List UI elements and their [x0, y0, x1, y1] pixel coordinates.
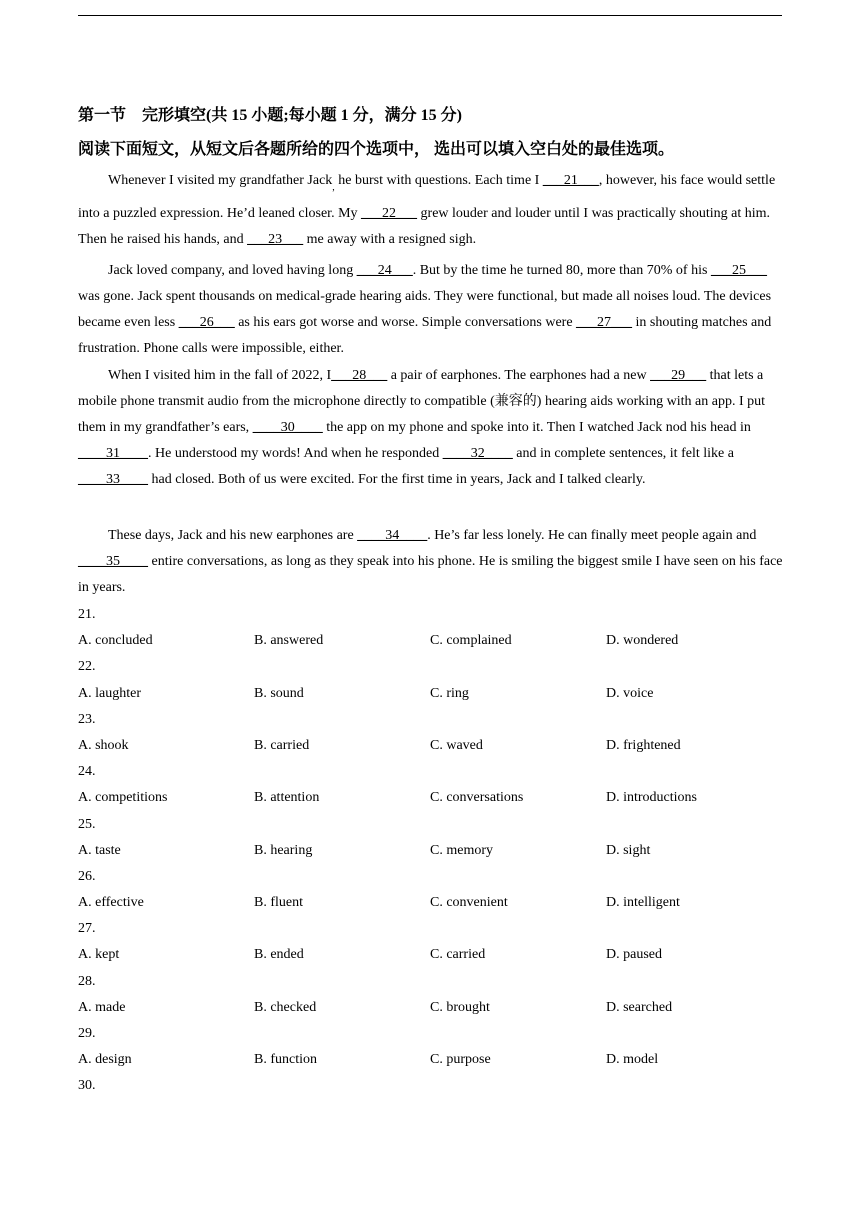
answer-option[interactable]: A. made [78, 999, 126, 1015]
answer-option[interactable]: A. competitions [78, 790, 168, 806]
passage-text: entire conversations, as long as they speak into his phone. He is smiling the biggest smile I have seen on his face in years. [78, 554, 783, 595]
passage-text: . But by the time he turned 80, more than 70% of his [412, 263, 711, 278]
option-row [78, 785, 783, 811]
answer-option[interactable]: D. intelligent [606, 895, 680, 911]
blank-29: ___29___ [650, 368, 707, 383]
question-number: 29. [78, 1026, 96, 1041]
stray-comma: , [332, 182, 335, 193]
option-row [78, 890, 783, 916]
answer-option[interactable]: D. sight [606, 842, 651, 858]
passage-text: the app on my phone and spoke into it. Then I watched Jack nod his head in [322, 420, 751, 435]
passage-text: me away with a resigned sigh. [303, 232, 477, 247]
blank-31: ____31____ [78, 446, 148, 461]
blank-22: ___22___ [361, 206, 418, 221]
blank-34: ____34____ [357, 528, 428, 543]
answer-option[interactable]: A. laughter [78, 685, 141, 701]
answer-option[interactable]: B. carried [254, 737, 310, 753]
blank-23: ___23___ [247, 232, 304, 247]
answer-option[interactable]: D. introductions [606, 790, 697, 806]
option-row [78, 1047, 783, 1073]
answer-option[interactable]: D. searched [606, 999, 673, 1015]
passage-text: that lets a mobile phone transmit audio from the microphone directly to compatible (兼容的) hearing aids working with an app. I put them in my grandfather’s ears, [78, 368, 766, 435]
answer-option[interactable]: C. memory [430, 842, 493, 858]
question-number: 30. [78, 1078, 96, 1094]
answer-option[interactable]: A. shook [78, 737, 129, 753]
passage-text: a pair of earphones. The earphones had a new [387, 368, 651, 383]
option-row [78, 681, 783, 707]
passage-text: . He understood my words! And when he responded [148, 446, 443, 461]
blank-21: ___21___ [542, 173, 599, 188]
answer-option[interactable]: C. carried [430, 947, 486, 963]
passage-text: Jack loved company, and loved having long [108, 263, 357, 278]
paragraph-3 [78, 363, 783, 493]
passage-text: . He’s far less lonely. He can finally meet people again and [427, 528, 757, 543]
passage-text: and in complete sentences, it felt like a [512, 446, 734, 461]
question-list [78, 602, 783, 1100]
answer-option[interactable]: B. sound [254, 685, 304, 701]
answer-option[interactable]: C. convenient [430, 895, 508, 911]
blank-30: ____30____ [252, 420, 323, 435]
passage-text: These days, Jack and his new earphones are [108, 528, 358, 543]
answer-option[interactable]: D. paused [606, 947, 662, 963]
blank-32: ____32____ [442, 446, 513, 461]
question-number: 26. [78, 868, 96, 884]
option-row [78, 995, 783, 1021]
answer-option[interactable]: B. fluent [254, 895, 303, 911]
answer-option[interactable]: A. kept [78, 947, 120, 963]
paragraph-4 [78, 523, 783, 601]
blank-25: ___25___ [710, 263, 767, 278]
blank-28: ___28___ [331, 368, 388, 383]
answer-option[interactable]: C. brought [430, 999, 490, 1015]
paragraph-2 [78, 258, 783, 362]
question-number: 22. [78, 659, 96, 675]
answer-option[interactable]: D. frightened [606, 737, 681, 753]
question-number: 24. [78, 764, 96, 780]
answer-option[interactable]: B. function [254, 1052, 317, 1068]
blank-27: ___27___ [576, 315, 633, 330]
question-number: 27. [78, 921, 96, 937]
question-number: 21. [78, 607, 96, 622]
answer-option[interactable]: C. conversations [430, 790, 524, 806]
passage-text: When I visited him in the fall of 2022, I [108, 368, 332, 383]
answer-option[interactable]: C. waved [430, 737, 483, 753]
blank-24: ___24___ [356, 263, 413, 278]
question-number: 23. [78, 711, 96, 727]
passage-text: , however, his face would settle into a puzzled expression. He’d leaned closer. My [78, 173, 776, 221]
passage-text: as his ears got worse and worse. Simple conversations were [234, 315, 577, 330]
option-row [78, 733, 783, 759]
blank-33: ____33____ [78, 472, 148, 487]
passage-text: in shouting matches and frustration. Phone calls were impossible, either. [78, 315, 772, 356]
answer-option[interactable]: B. ended [254, 947, 304, 963]
answer-option[interactable]: A. concluded [78, 633, 153, 649]
answer-option[interactable]: D. model [606, 1052, 659, 1068]
answer-option[interactable]: D. voice [606, 685, 654, 701]
passage-text: was gone. Jack spent thousands on medical-grade hearing aids. They were functional, but made all noises loud. The devices became even less [78, 289, 772, 330]
answer-option[interactable]: C. ring [430, 685, 469, 701]
answer-option[interactable]: B. answered [254, 633, 324, 649]
answer-option[interactable]: C. purpose [430, 1052, 491, 1068]
passage-text: grew louder and louder until I was practically shouting at him. Then he raised his hands, and [78, 206, 771, 247]
section-instructions: 阅读下面短文，从短文后各题所给的四个选项中， 选出可以填入空白处的最佳选项。 [78, 141, 675, 158]
top-rule [78, 15, 782, 16]
passage-text: Whenever I visited my grandfather Jack [108, 173, 333, 188]
option-row [78, 628, 783, 654]
answer-option[interactable]: A. effective [78, 895, 144, 911]
answer-option[interactable]: D. wondered [606, 633, 679, 649]
answer-option[interactable]: B. attention [254, 790, 320, 806]
answer-option[interactable]: B. checked [254, 999, 317, 1015]
blank-35: ____35____ [78, 554, 148, 569]
answer-option[interactable]: A. design [78, 1052, 132, 1068]
answer-option[interactable]: C. complained [430, 633, 512, 649]
option-row [78, 942, 783, 968]
question-number: 28. [78, 973, 96, 989]
question-number: 25. [78, 816, 96, 832]
blank-26: ___26___ [178, 315, 235, 330]
answer-option[interactable]: B. hearing [254, 842, 313, 858]
section-title: 第一节 完形填空(共 15 小题;每小题 1 分，满分 15 分) [78, 107, 462, 124]
paragraph-1 [78, 168, 783, 253]
answer-option[interactable]: A. taste [78, 842, 121, 858]
passage-text: he burst with questions. Each time I [334, 173, 543, 188]
passage-text: had closed. Both of us were excited. For the first time in years, Jack and I talked clearly. [148, 472, 646, 487]
option-row [78, 838, 783, 864]
